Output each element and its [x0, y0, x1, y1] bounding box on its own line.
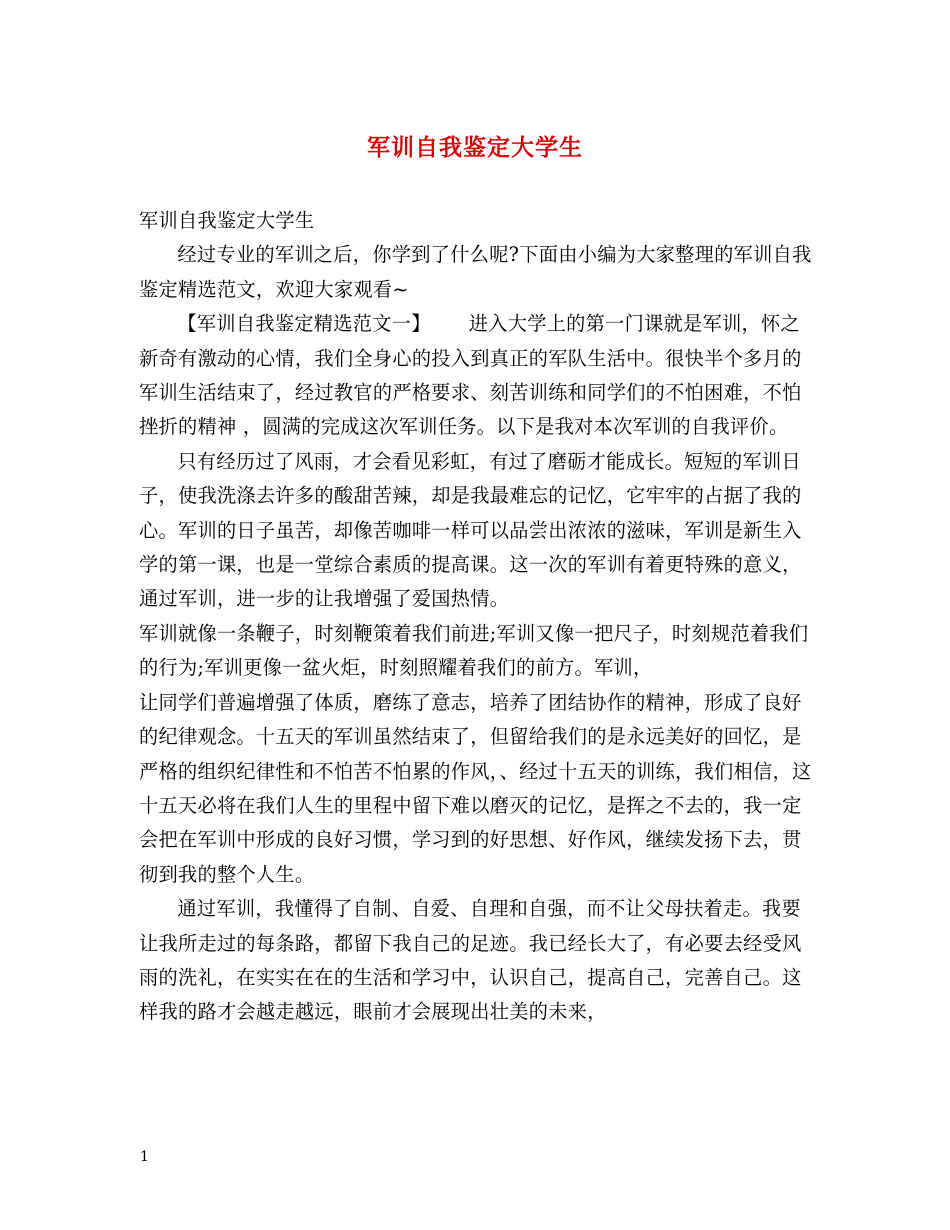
document-title: 军训自我鉴定大学生: [367, 134, 583, 161]
document-body: [139, 204, 819, 1030]
body-paragraph-4: 通过军训，我懂得了自制、自爱、自理和自强，而不让父母扶着走。我要让我所走过的每条路，都留下我自己的足迹。我已经长大了，有必要去经受风雨的洗礼，在实实在在的生活和学习中，认识自己，提高自己，完善自己。这样我的路才会越走越远，眼前才会展现出壮美的未来，: [139, 897, 802, 1024]
section-paragraph: [139, 307, 819, 445]
body-paragraph-1: 只有经历过了风雨，才会看见彩虹，有过了磨砺才能成长。短短的军训日子，使我洗涤去许多的酸甜苦辣，却是我最难忘的记忆，它牢牢的占据了我的心。军训的日子虽苦，却像苦咖啡一样可以品尝出浓浓的滋味，军训是新生入学的第一课，也是一堂综合素质的提高课。这一次的军训有着更特殊的意义，通过军训，进一步的让我增强了爱国热情。: [139, 449, 802, 611]
body-paragraph-3: 让同学们普遍增强了体质，磨练了意志，培养了团结协作的精神，形成了良好的纪律观念。十五天的军训虽然结束了，但留给我们的是永远美好的回忆，是严格的组织纪律性和不怕苦不怕累的作风，、经过十五天的训练，我们相信，这十五天必将在我们人生的里程中留下难以磨灭的记忆，是挥之不去的，我一定会把在军训中形成的良好习惯，学习到的好思想、好作风，继续发扬下去，贯彻到我的整个人生。: [139, 690, 812, 886]
page-number: 1: [140, 1149, 149, 1165]
section-first-paragraph: 进入大学上的第一门课就是军训，怀之新奇有激动的心情，我们全身心的投入到真正的军队生活中。很快半个多月的军训生活结束了，经过教官的严格要求、刻苦训练和同学们的不怕困难，不怕挫折的精神 ，圆满的完成这次军训任务。以下是我对本次军训的自我评价。: [139, 312, 802, 439]
body-paragraph-2: 军训就像一条鞭子，时刻鞭策着我们前进;军训又像一把尺子，时刻规范着我们的行为;军训更像一盆火炬，时刻照耀着我们的前方。军训，: [139, 621, 809, 680]
subtitle-line: 军训自我鉴定大学生: [139, 209, 315, 232]
section-heading: 【军训自我鉴定精选范文一】: [177, 312, 431, 336]
intro-paragraph: 经过专业的军训之后，你学到了什么呢?下面由小编为大家整理的军训自我鉴定精选范文，欢迎大家观看~: [139, 243, 812, 301]
